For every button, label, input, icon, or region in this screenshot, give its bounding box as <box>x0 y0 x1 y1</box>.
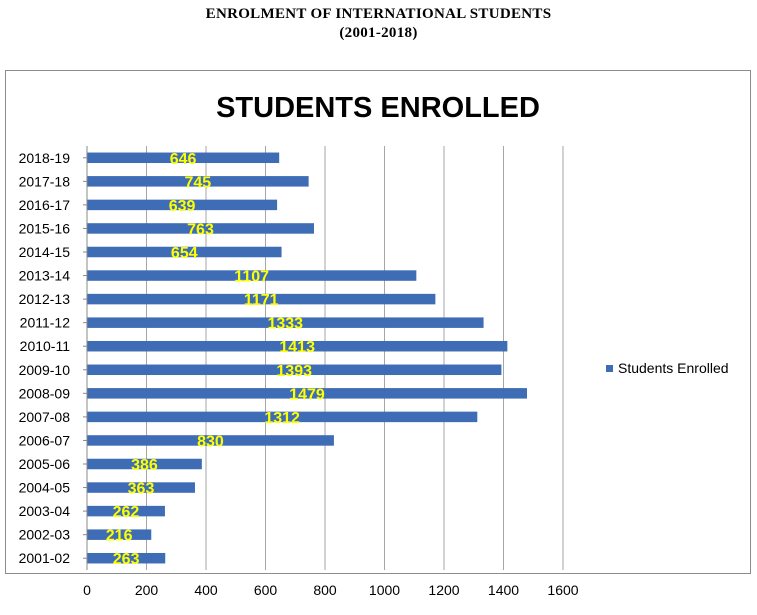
data-label: 1312 <box>264 409 300 427</box>
category-axis <box>19 146 87 570</box>
data-label: 386 <box>131 457 158 474</box>
legend <box>606 360 729 376</box>
data-label: 1107 <box>234 268 270 286</box>
data-label: 263 <box>112 551 140 569</box>
data-label: 1333 <box>267 315 304 333</box>
x-tick-label: 1400 <box>487 582 520 598</box>
x-tick-label: 800 <box>313 582 337 598</box>
data-label: 1171 <box>243 292 279 310</box>
bars <box>87 150 527 564</box>
category-label: 2010-11 <box>19 338 70 355</box>
category-label: 2004-05 <box>18 479 70 496</box>
category-label: 2014-15 <box>18 244 70 260</box>
legend-swatch <box>606 365 613 372</box>
category-label: 2011-12 <box>19 314 70 331</box>
category-label: 2006-07 <box>18 432 70 449</box>
category-label: 2016-17 <box>18 196 70 213</box>
data-label: 654 <box>170 245 198 262</box>
data-label: 216 <box>105 527 133 545</box>
data-labels <box>106 151 325 568</box>
x-tick-label: 1000 <box>368 582 401 598</box>
category-label: 2012-13 <box>18 291 70 308</box>
data-label: 745 <box>184 174 212 192</box>
category-label: 2015-16 <box>18 220 70 237</box>
data-label: 363 <box>127 480 155 498</box>
data-label: 1479 <box>289 386 325 404</box>
page-subtitle: (2001-2018) <box>339 25 418 41</box>
legend-label: Students Enrolled <box>618 360 729 376</box>
category-label: 2013-14 <box>18 267 70 284</box>
x-tick-label: 600 <box>253 582 278 598</box>
category-label: 2018-19 <box>18 149 70 166</box>
data-label: 639 <box>168 197 196 215</box>
value-axis <box>83 582 579 598</box>
x-tick-label: 1200 <box>428 582 460 598</box>
category-label: 2007-08 <box>18 408 70 425</box>
x-tick-label: 0 <box>83 582 91 598</box>
data-label: 830 <box>197 433 224 451</box>
chart-title: STUDENTS ENROLLED <box>216 92 540 124</box>
page-title: ENROLMENT OF INTERNATIONAL STUDENTS <box>205 6 552 22</box>
category-label: 2003-04 <box>18 503 70 520</box>
x-tick-label: 200 <box>134 582 159 598</box>
category-label: 2005-06 <box>18 456 70 472</box>
data-label: 763 <box>187 221 214 239</box>
x-tick-label: 1600 <box>547 582 579 598</box>
data-label: 646 <box>169 150 197 168</box>
data-label: 1413 <box>279 339 315 357</box>
data-label: 1393 <box>276 362 313 380</box>
data-label: 262 <box>112 504 140 522</box>
x-tick-label: 400 <box>194 582 218 598</box>
category-label: 2008-09 <box>18 385 70 402</box>
category-label: 2009-10 <box>18 361 70 378</box>
category-label: 2002-03 <box>18 526 70 543</box>
category-label: 2001-02 <box>18 550 70 567</box>
category-label: 2017-18 <box>18 173 70 190</box>
